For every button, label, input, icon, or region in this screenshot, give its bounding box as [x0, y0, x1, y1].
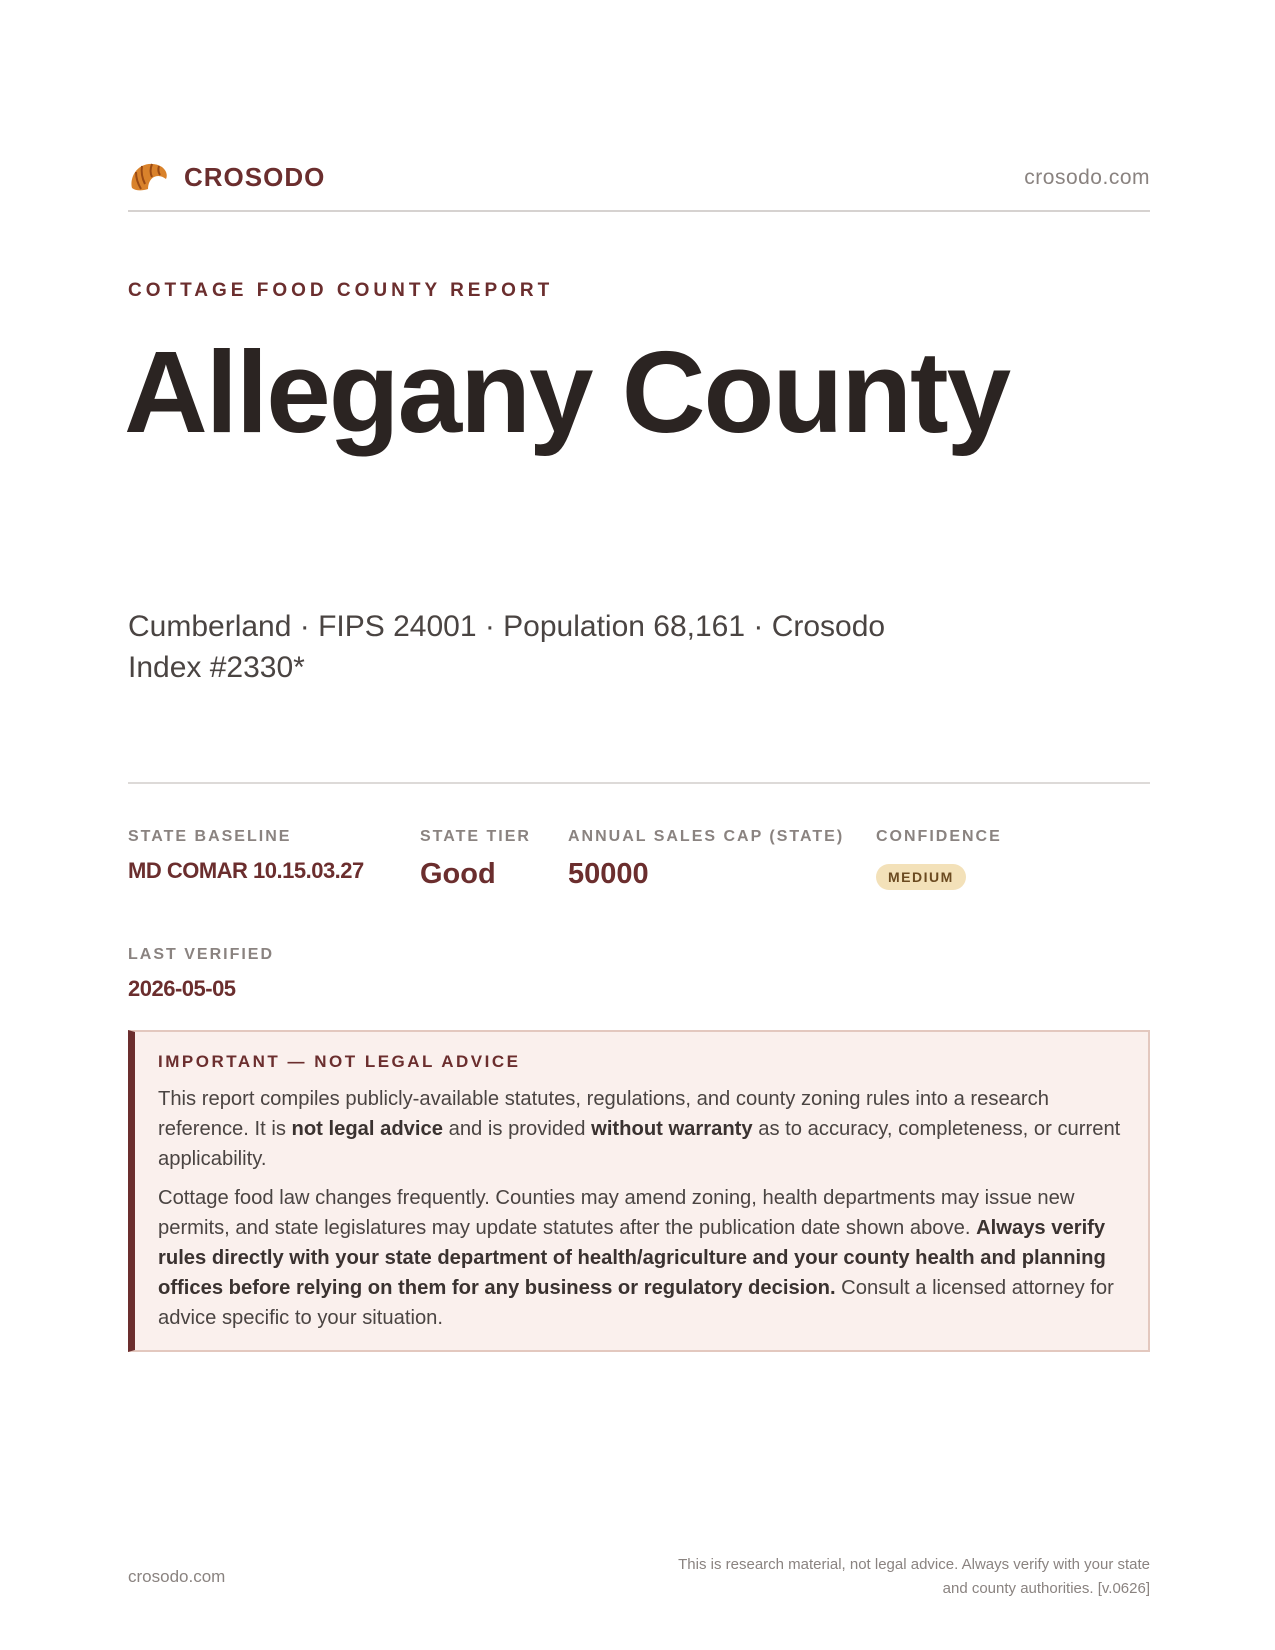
stat-last-verified — [128, 946, 274, 1002]
site-url[interactable]: crosodo.com — [1024, 166, 1150, 189]
divider — [128, 782, 1150, 784]
stat-label: ANNUAL SALES CAP (STATE) — [568, 828, 845, 845]
stat-value: Good — [420, 858, 496, 890]
footer-url[interactable]: crosodo.com — [128, 1567, 226, 1586]
report-page — [124, 0, 1150, 1650]
stat-state-baseline — [128, 828, 364, 884]
notice-paragraph-2: Cottage food law changes frequently. Counties may amend zoning, health departments may issue new permits, and state legislatures may update statutes after the publication date shown above. Always verify rules directly with your state department of health/agriculture and your county health and planning offices before relying on them for any business or regulatory decision. Consult a licensed attorney for advice specific to your situation. — [158, 1187, 1114, 1329]
confidence-badge: MEDIUM — [876, 864, 966, 890]
stat-label: CONFIDENCE — [876, 828, 1002, 845]
footer-disclaimer: This is research material, not legal advice. Always verify with your state and county authorities. [v.0626] — [678, 1556, 1150, 1597]
croissant-icon — [128, 158, 170, 196]
page-title: Allegany County — [124, 327, 1010, 457]
notice-title: IMPORTANT — NOT LEGAL ADVICE — [158, 1052, 521, 1071]
report-eyebrow: COTTAGE FOOD COUNTY REPORT — [128, 280, 554, 301]
stat-state-tier — [420, 828, 531, 891]
stat-confidence — [876, 828, 1002, 890]
brand — [128, 158, 325, 196]
stat-label: STATE TIER — [420, 828, 531, 845]
stat-label: STATE BASELINE — [128, 828, 292, 845]
stat-value: MD COMAR 10.15.03.27 — [128, 858, 364, 883]
report-subtitle: Cumberland · FIPS 24001 · Population 68,161 · Crosodo Index #2330* — [128, 610, 886, 684]
stat-sales-cap — [568, 828, 844, 891]
stat-label: LAST VERIFIED — [128, 946, 275, 963]
brand-name: CROSODO — [184, 161, 326, 192]
page-header — [128, 158, 1150, 212]
stat-value: 50000 — [568, 858, 649, 890]
notice-paragraph-1: This report compiles publicly-available statutes, regulations, and county zoning rules into a research reference. It is not legal advice and is provided without warranty as to accuracy, completeness, or current applicability. — [158, 1088, 1121, 1170]
stat-value: 2026-05-05 — [128, 976, 236, 1001]
legal-notice — [128, 1030, 1150, 1352]
